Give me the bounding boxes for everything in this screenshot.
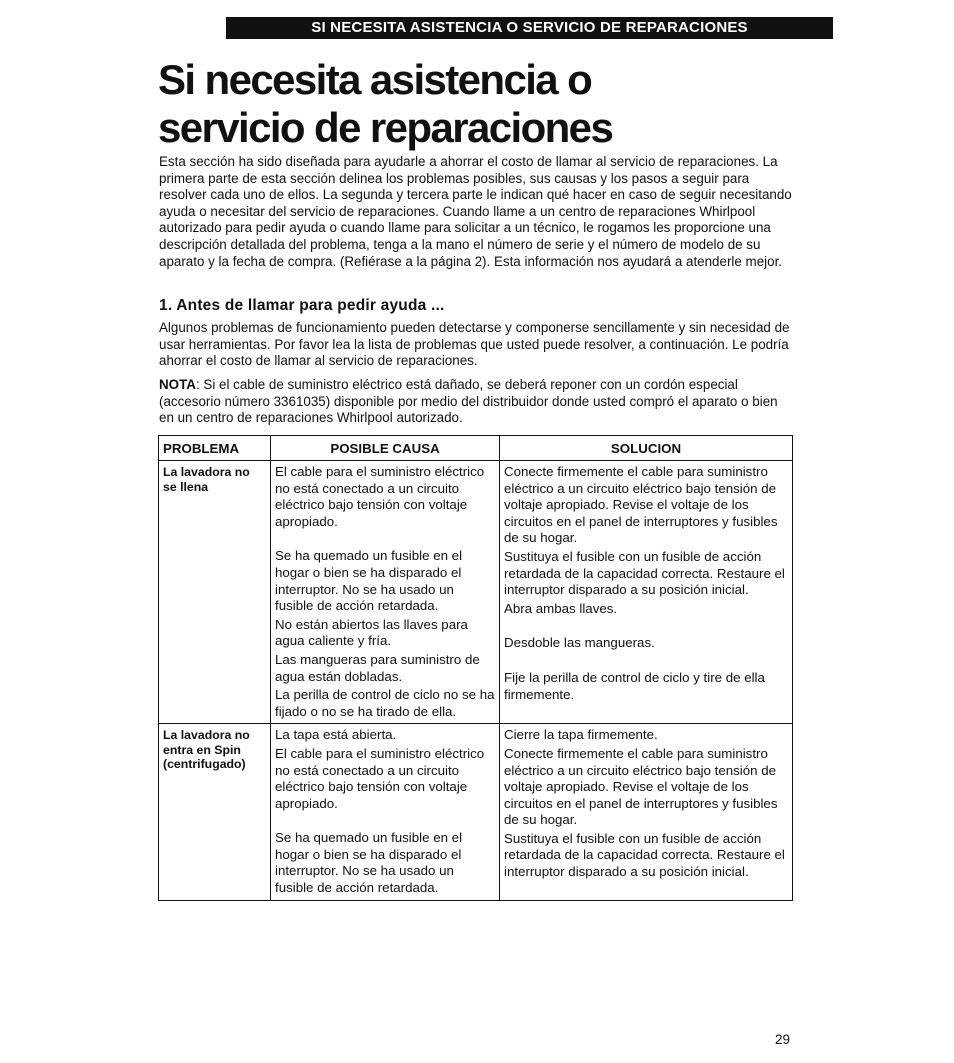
solution-item: Desdoble las mangueras.: [504, 635, 655, 651]
intro-paragraph: Esta sección ha sido diseñada para ayudarle a ahorrar el costo de llamar al servicio de reparaciones. La primera parte de esta sección delinea los problemas posibles, sus causas y los pasos a seguir para resolver cada uno de ellos. La segunda y tercera parte le indican qué hacer en caso de seguir necesitando ayuda o necesitar del servicio de reparaciones. Cuando llame a un centro de reparaciones Whirlpool autorizado para pedir ayuda o cuando llame para solicitar a un técnico, le rogamos les proporcione una descripción detallada del problema, tenga a la mano el número de serie y el número de modelo de su aparato y la fecha de compra. (Refiérase a la página 2). Esta información nos ayudará a atenderle mejor.: [159, 154, 792, 269]
cause-item: La tapa está abierta.: [275, 727, 397, 743]
page-number: 29: [775, 1032, 791, 1047]
table-row: [159, 461, 793, 724]
cause-item: El cable para el suministro eléctrico no está conectado a un circuito eléctrico bajo tensión con voltaje apropiado.: [275, 745, 485, 811]
troubleshooting-table: [158, 435, 793, 901]
page-title-line-2: servicio de reparaciones: [158, 104, 613, 151]
note-text: : Si el cable de suministro eléctrico está dañado, se deberá reponer con un cordón especial (accesorio número 3361035) disponible por medio del distribuidor donde usted compró el aparato o bien en un centro de reparaciones Whirlpool autorizado.: [159, 377, 778, 426]
page-title: [158, 56, 858, 152]
cause-item: Se ha quemado un fusible en el hogar o bien se ha disparado el interruptor. No se ha usado un fusible de acción retardada.: [275, 548, 463, 614]
solution-item: Conecte firmemente el cable para suministro eléctrico a un circuito eléctrico bajo tensión de voltaje apropiado. Revise el voltaje de los circuitos en el panel de interruptores y fusibles de su hogar.: [504, 464, 778, 546]
problem-cell: La lavadora no se llena: [159, 461, 271, 724]
cause-item: La perilla de control de ciclo no se ha fijado o no se ha tirado de ella.: [275, 687, 495, 719]
section-heading: 1. Antes de llamar para pedir ayuda ...: [159, 297, 445, 314]
section-intro-paragraph: Algunos problemas de funcionamiento pueden detectarse y componerse sencillamente y sin necesidad de usar herramientas. Por favor lea la lista de problemas que usted puede resolver, a continuación. Le podría ahorrar el costo de llamar al servicio de reparaciones.: [159, 320, 790, 369]
page-title-line-1: Si necesita asistencia o: [158, 56, 592, 103]
table-row: [159, 724, 793, 900]
cause-item: No están abiertos las llaves para agua caliente y fría.: [275, 616, 468, 649]
cause-item: Se ha quemado un fusible en el hogar o bien se ha disparado el interruptor. No se ha usado un fusible de acción retardada.: [275, 830, 463, 896]
section-banner: SI NECESITA ASISTENCIA O SERVICIO DE REPARACIONES: [226, 17, 833, 39]
solution-item: Sustituya el fusible con un fusible de acción retardada de la capacidad correcta. Restaure el interruptor disparado a su posición inicial.: [504, 548, 785, 598]
header-solution: SOLUCION: [500, 436, 793, 461]
table-header-row: [159, 436, 793, 461]
cause-cell: [271, 461, 500, 724]
cause-cell: [271, 724, 500, 900]
solution-item: Conecte firmemente el cable para suministro eléctrico a un circuito eléctrico bajo tensión de voltaje apropiado. Revise el voltaje de los circuitos en el panel de interruptores y fusibles de su hogar.: [504, 745, 778, 828]
solution-item: Sustituya el fusible con un fusible de acción retardada de la capacidad correcta. Restaure el interruptor disparado a su posición inicial.: [504, 830, 785, 880]
cause-item: El cable para el suministro eléctrico no está conectado a un circuito eléctrico bajo tensión con voltaje apropiado.: [275, 464, 485, 529]
solution-cell: [500, 724, 793, 900]
note-label: NOTA: [159, 377, 196, 392]
header-problem: PROBLEMA: [159, 436, 271, 461]
solution-item: Fije la perilla de control de ciclo y tire de ella firmemente.: [504, 669, 765, 702]
solution-cell: [500, 461, 793, 724]
cause-item: Las mangueras para suministro de agua están dobladas.: [275, 651, 480, 684]
solution-item: Abra ambas llaves.: [504, 600, 618, 616]
problem-cell: La lavadora no entra en Spin (centrifugado): [159, 724, 271, 900]
header-cause: POSIBLE CAUSA: [271, 436, 500, 461]
note-paragraph: [159, 377, 793, 427]
solution-item: Cierre la tapa firmemente.: [504, 727, 658, 743]
